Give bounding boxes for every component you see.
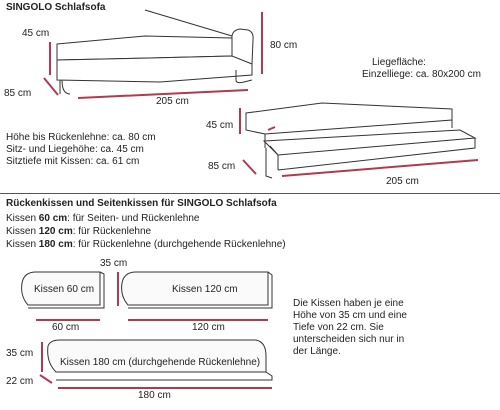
sofa-dim-width: 205 cm (156, 96, 189, 107)
lie-surface-label: Liegefläche: (372, 57, 426, 68)
page-title: SINGOLO Schlafsofa (6, 2, 106, 13)
bed-dim-width: 205 cm (386, 176, 419, 187)
sofa-dim-seat-height: 45 cm (22, 28, 50, 39)
sofa-dim-depth: 85 cm (4, 88, 32, 99)
cushion-dim-height-top: 35 cm (100, 258, 128, 269)
section-divider (0, 193, 500, 194)
sofa-dim-back-height: 80 cm (270, 40, 298, 51)
cushion-60-label: Kissen 60 cm (34, 284, 95, 295)
sofabed-drawing (246, 103, 475, 178)
spec-back-height: Höhe bis Rückenlehne: ca. 80 cm (6, 132, 156, 143)
cushion-note-line: Tiefe von 22 cm. Sie (293, 322, 384, 333)
cushion-180-label: Kissen 180 cm (durchgehende Rückenlehne) (60, 357, 261, 368)
sofa-drawing (57, 10, 253, 94)
cushion-note-line: der Länge. (293, 346, 341, 357)
cushion-120-label: Kissen 120 cm (172, 284, 238, 295)
lie-surface-value: Einzelliege: ca. 80x200 cm (362, 69, 481, 80)
cushion-dim-60: 60 cm (52, 322, 80, 333)
cushion-dim-height-left: 35 cm (6, 348, 34, 359)
cushion-list-item: Kissen 60 cm: für Seiten- und Rückenlehne (6, 213, 200, 224)
spec-seat-height: Sitz- und Liegehöhe: ca. 45 cm (6, 144, 144, 155)
cushion-note-line: Höhe von 35 cm und eine (293, 310, 407, 321)
cushion-dim-120: 120 cm (192, 322, 225, 333)
cushion-note-line: unterscheiden sich nur in (293, 334, 405, 345)
cushions-heading: Rückenkissen und Seitenkissen für SINGOLO Schlafsofa (6, 198, 277, 209)
cushion-dim-depth: 22 cm (6, 376, 34, 387)
bed-dim-depth: 85 cm (208, 161, 236, 172)
cushion-list-item: Kissen 180 cm: für Rückenlehne (durchgehende Rückenlehne) (6, 239, 286, 250)
cushion-note-line: Die Kissen haben je eine (293, 298, 404, 309)
cushion-dim-180: 180 cm (138, 390, 171, 401)
cushion-list-item: Kissen 120 cm: für Rückenlehne (6, 226, 152, 237)
spec-seat-depth: Sitztiefe mit Kissen: ca. 61 cm (6, 156, 140, 167)
bed-dim-height: 45 cm (206, 120, 234, 131)
